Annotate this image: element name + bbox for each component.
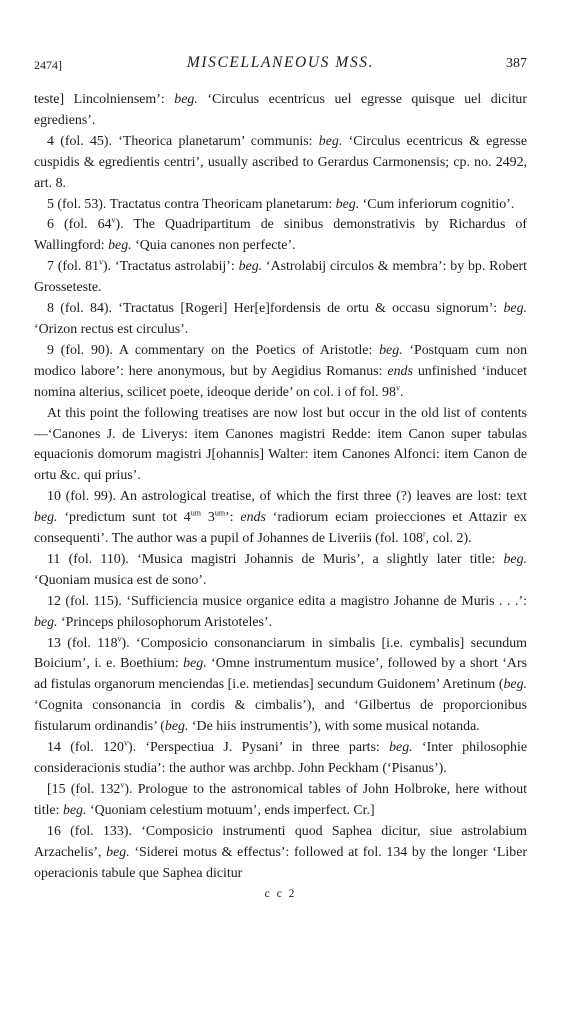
superscript: v: [111, 215, 116, 225]
italic-term: beg.: [106, 844, 130, 860]
entry-text: 5 (fol. 53). Tractatus contra Theoricam planetarum:: [47, 196, 336, 212]
entry-text: ). The Quadripartitum de sinibus demonstrativis by Richardus of Wallingford:: [34, 217, 527, 254]
entry-text: ‘Quoniam celestium motuum’, ends imperfect. Cr.]: [86, 802, 375, 818]
italic-term: beg.: [379, 342, 403, 358]
catalogue-text: [34, 90, 527, 884]
catalogue-entry: [34, 132, 527, 195]
superscript: v: [123, 738, 128, 748]
entry-text: 4 (fol. 45). ‘Theorica planetarum’ communis:: [47, 133, 319, 149]
page: [34, 50, 527, 900]
italic-term: beg.: [34, 614, 58, 630]
catalogue-entry: [34, 487, 527, 550]
entry-text: ‘Cum inferiorum cognitio’.: [359, 196, 515, 212]
entry-text: ‘De hiis instrumentis’), with some musical notanda.: [188, 719, 480, 735]
italic-term: beg.: [335, 196, 360, 212]
superscript: v: [99, 257, 104, 267]
italic-term: ends: [240, 510, 266, 526]
entry-text: ‘Astrolabij circulos & membra’: by bp. Robert Grosseteste.: [34, 259, 527, 296]
entry-text: ‘Postquam cum non modico labore’: here anonymous, but by Aegidius Romanus:: [34, 342, 528, 379]
entry-text: 9 (fol. 90). A commentary on the Poetics of Aristotle:: [47, 342, 380, 358]
entry-text: ). Prologue to the astronomical tables of John Holbroke, here without title:: [34, 781, 527, 818]
entry-text: ‘Orizon rectus est circulus’.: [34, 321, 189, 337]
catalogue-entry: [34, 404, 527, 488]
entry-text: 8 (fol. 84). ‘Tractatus [Rogeri] Her[e]fordensis de ortu & occasu signorum’:: [47, 301, 504, 317]
italic-term: beg.: [238, 259, 263, 275]
entry-text: .: [399, 384, 404, 400]
entry-text: ‘Cognita consonancia in cordis & cimbalis’), and ‘Gilbertus de proporcionibus fistularum ordinandis’ (: [34, 698, 527, 735]
signature-mark: c c 2: [264, 888, 297, 901]
italic-term: beg.: [174, 92, 198, 107]
catalogue-entry: [34, 195, 527, 216]
entry-text: ). ‘Composicio consonanciarum in simbalis [i.e. cymbalis] secundum Boicium’, i. e. Boethium:: [34, 635, 527, 672]
italic-term: beg.: [183, 656, 207, 672]
catalogue-entry: [34, 592, 527, 634]
entry-text: [15 (fol. 132: [47, 781, 121, 797]
italic-term: ends: [387, 363, 413, 379]
entry-text: ‘radiorum eciam proiecciones et Attazir ex consequenti’. The author was a pupil of Johannes de Liveriis (fol. 108: [34, 510, 527, 547]
italic-term: beg.: [503, 551, 527, 567]
superscript: r: [422, 529, 426, 539]
entry-text: , col. 2).: [425, 531, 472, 547]
entry-text: ‘Princeps philosophorum Aristoteles’.: [57, 614, 273, 630]
entry-text: ‘Quoniam musica est de sono’.: [34, 572, 207, 588]
entry-text: ‘Omne instrumentum musice’, followed by a short ‘Ars ad fistulas organorum menciendas [i.e. metiendas] secundum Guidonem’ Aretinum (: [34, 656, 527, 693]
running-title: MISCELLANEOUS MSS.: [186, 54, 375, 71]
italic-term: beg.: [389, 740, 413, 756]
entry-text: 11 (fol. 110). ‘Musica magistri Johannis de Muris’, a slightly later title:: [47, 551, 504, 567]
italic-term: beg.: [318, 133, 343, 149]
entry-text: 10 (fol. 99). An astrological treatise, of which the first three (?) leaves are lost: text: [47, 489, 527, 505]
superscript: um: [214, 508, 226, 518]
entry-text: ‘Circulus ecentricus & egresse cuspidis & egredientis centri’, usually ascribed to Gerardus Carmonensis; cp. no. 2492, art. 8.: [34, 133, 528, 191]
italic-term: beg.: [164, 719, 189, 735]
entry-text: 6 (fol. 64: [47, 217, 112, 233]
entry-text: 13 (fol. 118: [47, 635, 118, 651]
entry-text: ‘Inter philosophie consideracionis studia’: the author was archbp. John Peckham (‘Pisanus’).: [34, 740, 527, 776]
entry-text: 7 (fol. 81: [47, 259, 100, 275]
entry-text: ’:: [225, 510, 241, 526]
entry-text: ‘Circulus ecentricus uel egresse quisque uel dicitur egrediens’.: [34, 92, 527, 128]
superscript: v: [117, 633, 122, 643]
italic-term: beg.: [34, 510, 58, 526]
entry-text: 12 (fol. 115). ‘Sufficiencia musice organice edita a magistro Johanne de Muris . . .’:: [47, 593, 527, 609]
entry-text: 16 (fol. 133). ‘Composicio instrumenti quod Saphea dicitur, siue astrolabium Arzachelis’,: [34, 823, 527, 860]
superscript: v: [395, 383, 400, 393]
manuscript-number: 2474]: [34, 58, 62, 72]
italic-term: beg.: [62, 802, 87, 818]
entry-text: unfinished ‘inducet nomina alterius, scilicet poete, ideoque deride’ on col. i of fol. 98: [34, 363, 527, 400]
entry-text: ). ‘Perspectiua J. Pysani’ in three parts:: [127, 740, 390, 756]
catalogue-entry: [34, 257, 527, 299]
superscript: v: [120, 780, 125, 790]
catalogue-entry: [34, 341, 527, 404]
entry-text: ‘Quia canones non perfecte’.: [131, 238, 296, 254]
italic-term: beg.: [503, 677, 527, 693]
italic-term: beg.: [503, 301, 527, 317]
page-number: 387: [506, 56, 527, 71]
catalogue-entry: [34, 215, 527, 257]
catalogue-entry: [34, 780, 527, 822]
entry-text: ‘predictum sunt tot 4: [57, 510, 191, 526]
entry-text: ‘Siderei motus & effectus’: followed at fol. 134 by the longer ‘Liber operacionis tabule que Saphea dicitur: [34, 844, 527, 881]
catalogue-entry: [34, 634, 527, 739]
entry-text: 3: [200, 510, 215, 526]
superscript: um: [190, 508, 201, 518]
entry-text: teste] Lincolniensem’:: [34, 92, 175, 107]
entry-text: 14 (fol. 120: [47, 740, 124, 756]
continued-entry: [34, 90, 527, 132]
running-header: [34, 50, 527, 76]
catalogue-entry: [34, 550, 527, 592]
entry-text: ). ‘Tractatus astrolabij’:: [103, 259, 239, 275]
catalogue-entry: [34, 738, 527, 780]
entry-text: At this point the following treatises are now lost but occur in the old list of contents—‘Canones J. de Liverys: item Canones magistri Redde: item Canon super tabulas equacionis domorum magistri J[ohannis] Walter: item Canones Alfonci: item Canon de ortu &c. qui prius’.: [34, 405, 527, 484]
catalogue-entry: [34, 822, 527, 885]
catalogue-entry: [34, 299, 527, 341]
italic-term: beg.: [108, 238, 132, 254]
